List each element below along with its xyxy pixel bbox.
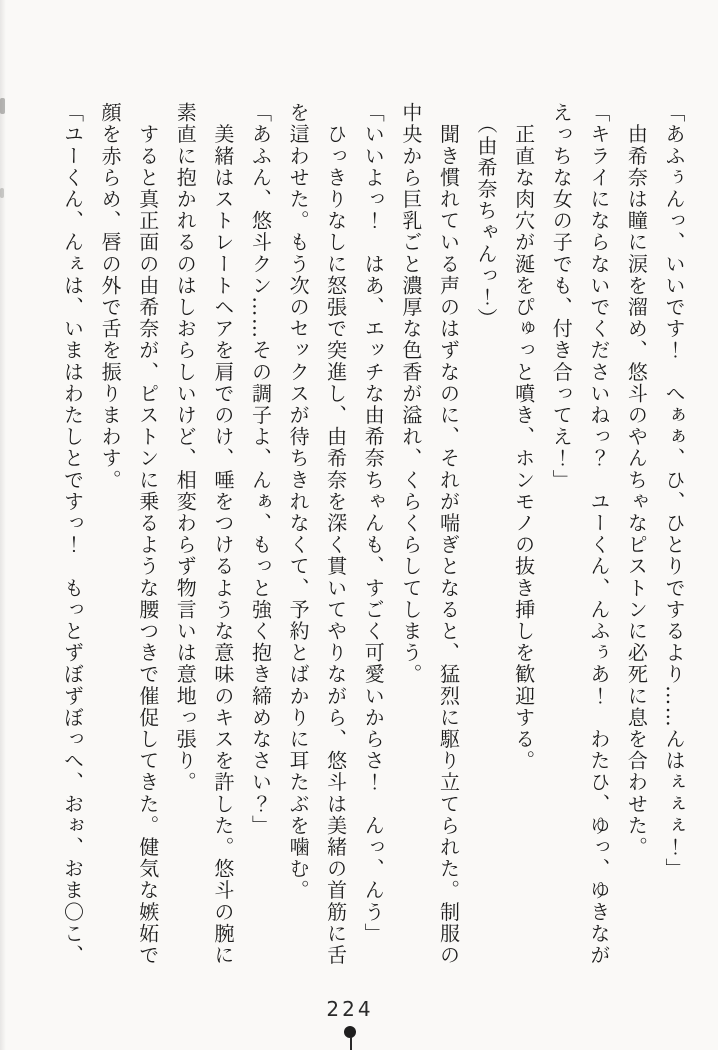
text-line-14: 素直に抱かれるのはしおらしいけど、相変わらず物言いは意地っ張り。 [173, 102, 198, 794]
page-edge-shadow [0, 0, 6, 1050]
text-line-15: すると真正面の由希奈が、ピストンに乗るような腰つきで催促してきた。健気な嫉妬で [135, 102, 160, 966]
scan-artifact [0, 98, 5, 114]
text-line-1: 「あふぅんっ、いいです！ へぁぁ、ひ、ひとりでするより……んはぇぇぇ！」 [662, 102, 686, 880]
text-line-16: 顔を赤らめ、唇の外で舌を振りまわす。 [98, 102, 123, 491]
text-line-9: 「いいよっ！ はあ、エッチな由希奈ちゃんも、すごく可愛いからさ！ んっ、んう」 [361, 102, 386, 945]
text-line-4: えっちな女の子でも、付き合ってえ！」 [549, 102, 574, 491]
text-line-17: 「ユーくん、んぇは、いまはわたしとですっ！ もっとずぼずぼっへ、おぉ、おま〇こ、 [60, 102, 85, 966]
binding-mark-line [350, 1037, 352, 1050]
page-number: 224 [326, 997, 374, 1021]
text-line-10: ひっきりなしに怒張で突進し、由希奈を深く貫いてやりながら、悠斗は美緒の首筋に舌 [323, 102, 348, 966]
text-line-2: 由希奈は瞳に涙を溜め、悠斗のやんちゃなピストンに必死に息を合わせた。 [624, 102, 649, 858]
text-line-7: 聞き慣れている声のはずなのに、それが喘ぎとなると、猛烈に駆り立てられた。制服の [436, 102, 461, 966]
text-line-6: （由希奈ちゃんっ！） [474, 102, 499, 330]
text-line-12: 「あふん、悠斗クン……その調子よ、んぁ、もっと強く抱き締めなさい？」 [248, 102, 273, 837]
text-line-11: を這わせた。もう次のセックスが待ちきれなくて、予約とばかりに耳たぶを噛む。 [286, 102, 311, 902]
text-line-5: 正直な肉穴が涎をぴゅっと噴き、ホンモノの抜き挿しを歓迎する。 [511, 102, 536, 772]
text-line-8: 中央から巨乳ごと濃厚な色香が溢れ、くらくらしてしまう。 [398, 102, 423, 686]
text-line-13: 美緒はストレートヘアを肩でのけ、唾をつけるような意味のキスを許した。悠斗の腕に [210, 102, 235, 966]
text-columns [53, 102, 692, 984]
scan-artifact [0, 188, 4, 198]
text-line-3: 「キライにならないでくださいねっ？ ユーくん、んふぅあ！ わたひ、ゆっ、ゆきなが [586, 102, 611, 966]
